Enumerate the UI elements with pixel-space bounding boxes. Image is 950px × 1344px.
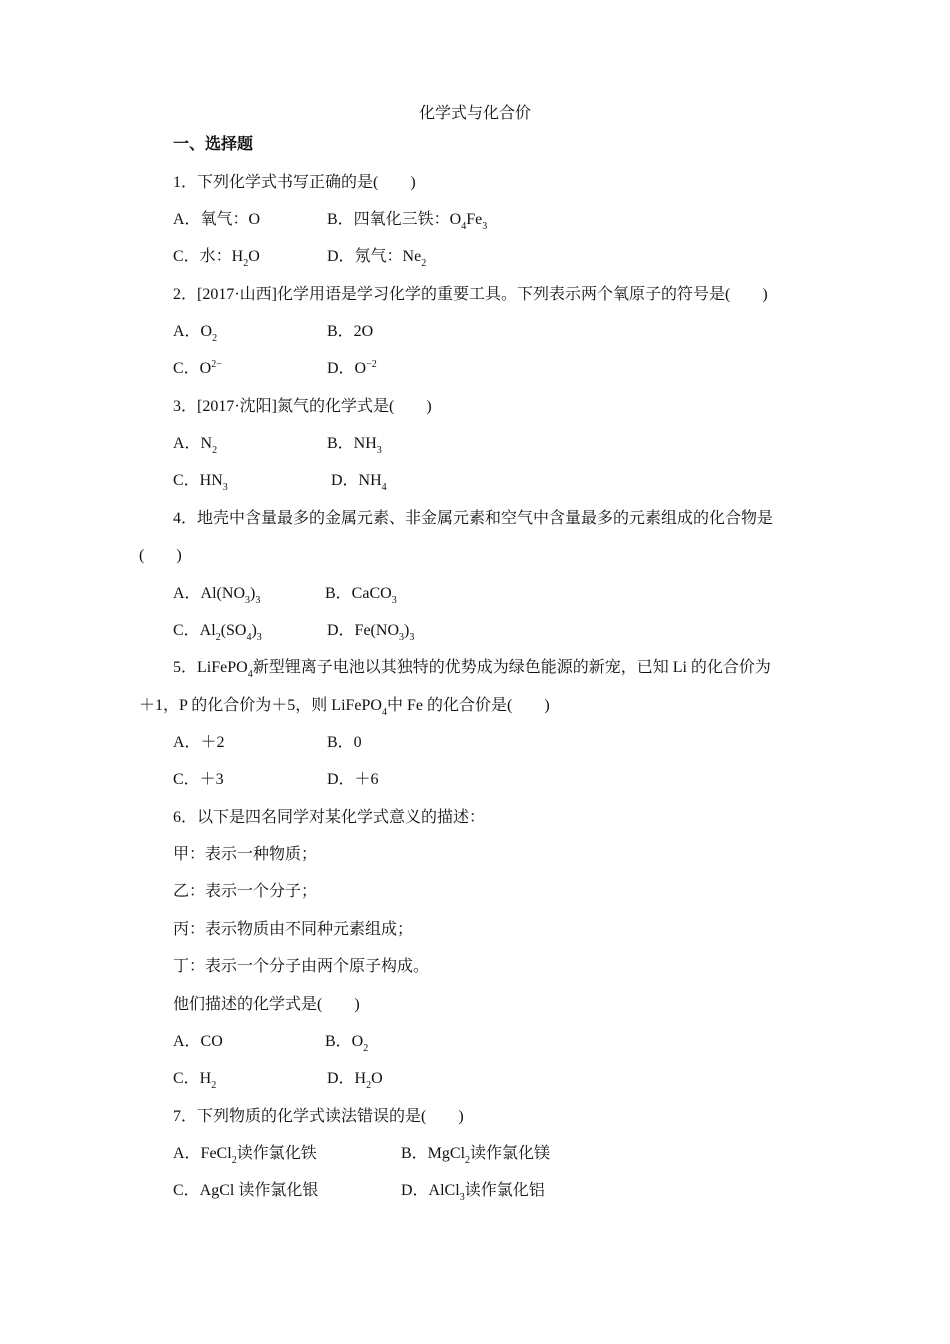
question-4-option-d: D．$Fe(NO_3)_3$ bbox=[327, 622, 415, 643]
question-2-option-a: A．$O_2$ bbox=[173, 323, 218, 344]
question-4-option-c: C．$Al_2(SO_4)_3$ bbox=[173, 622, 262, 643]
question-6-option-d: D．$H_2O$ bbox=[327, 1070, 383, 1091]
question-5-option-d: D．＋6 bbox=[327, 771, 379, 788]
question-7-option-c: C．AgCl 读作氯化银 bbox=[173, 1182, 319, 1199]
question-5-stem: 5．LiFePO$_4$新型锂离子电池以其独特的优势成为绿色能源的新宠，已知 Li 的化合价为 bbox=[173, 659, 771, 680]
question-1-option-a: A．氧气：O bbox=[173, 211, 261, 228]
question-4-option-a: A．$Al(NO_3)_3$ bbox=[173, 585, 261, 606]
question-3-option-d: D．$NH_4$ bbox=[331, 472, 387, 493]
question-7-option-b: B．MgCl$_2$读作氯化镁 bbox=[401, 1145, 551, 1166]
question-5-option-b: B．0 bbox=[327, 734, 362, 751]
question-7-stem: 7．下列物质的化学式读法错误的是( ) bbox=[173, 1108, 464, 1125]
question-2-option-b: B．2O bbox=[327, 323, 374, 340]
question-6-option-a: A．CO bbox=[173, 1033, 223, 1050]
question-3-option-a: A．$N_2$ bbox=[173, 435, 218, 456]
question-7-option-a: A．FeCl$_2$读作氯化铁 bbox=[173, 1145, 317, 1166]
question-6-statement-bing: 丙：表示物质由不同种元素组成； bbox=[173, 921, 414, 938]
question-6-option-b: B．$O_2$ bbox=[325, 1033, 369, 1054]
question-6-statement-yi: 乙：表示一个分子； bbox=[173, 883, 318, 900]
question-6-option-c: C．$H_2$ bbox=[173, 1070, 217, 1091]
question-2-option-d: D．$O^{-2}$ bbox=[327, 359, 377, 377]
page-title: 化学式与化合价 bbox=[418, 105, 531, 122]
section-heading: 一、选择题 bbox=[173, 136, 254, 153]
question-2-stem: 2．[2017·山西]化学用语是学习化学的重要工具。下列表示两个氧原子的符号是( ) bbox=[173, 286, 768, 303]
question-4-stem-continued: ( ) bbox=[139, 547, 182, 564]
question-5-option-c: C．＋3 bbox=[173, 771, 224, 788]
question-6-ask: 他们描述的化学式是( ) bbox=[173, 996, 360, 1013]
question-3-option-c: C．$HN_3$ bbox=[173, 472, 228, 493]
question-1-option-d: D．氖气：$Ne_2$ bbox=[327, 248, 427, 269]
question-1-option-c: C．水：$H_2O$ bbox=[173, 248, 260, 269]
question-6-statement-jia: 甲：表示一种物质； bbox=[173, 846, 318, 863]
question-4-stem: 4．地壳中含量最多的金属元素、非金属元素和空气中含量最多的元素组成的化合物是 bbox=[173, 510, 774, 527]
question-3-stem: 3．[2017·沈阳]氮气的化学式是( ) bbox=[173, 398, 432, 415]
question-5-option-a: A．＋2 bbox=[173, 734, 225, 751]
question-4-option-b: B．CaCO$_3$ bbox=[325, 585, 397, 606]
question-3-option-b: B．$NH_3$ bbox=[327, 435, 382, 456]
question-1-stem: 1．下列化学式书写正确的是( ) bbox=[173, 174, 416, 191]
question-7-option-d: D．AlCl$_3$读作氯化铝 bbox=[401, 1182, 545, 1203]
question-5-stem-continued: ＋1，P 的化合价为＋5，则 LiFePO$_4$中 Fe 的化合价是( ) bbox=[139, 697, 550, 718]
question-2-option-c: C．$O^{2-}$ bbox=[173, 359, 222, 377]
question-6-statement-ding: 丁：表示一个分子由两个原子构成。 bbox=[173, 958, 430, 975]
question-6-stem: 6．以下是四名同学对某化学式意义的描述： bbox=[173, 809, 486, 826]
question-1-option-b: B．四氧化三铁：$O_4Fe_3$ bbox=[327, 211, 488, 232]
